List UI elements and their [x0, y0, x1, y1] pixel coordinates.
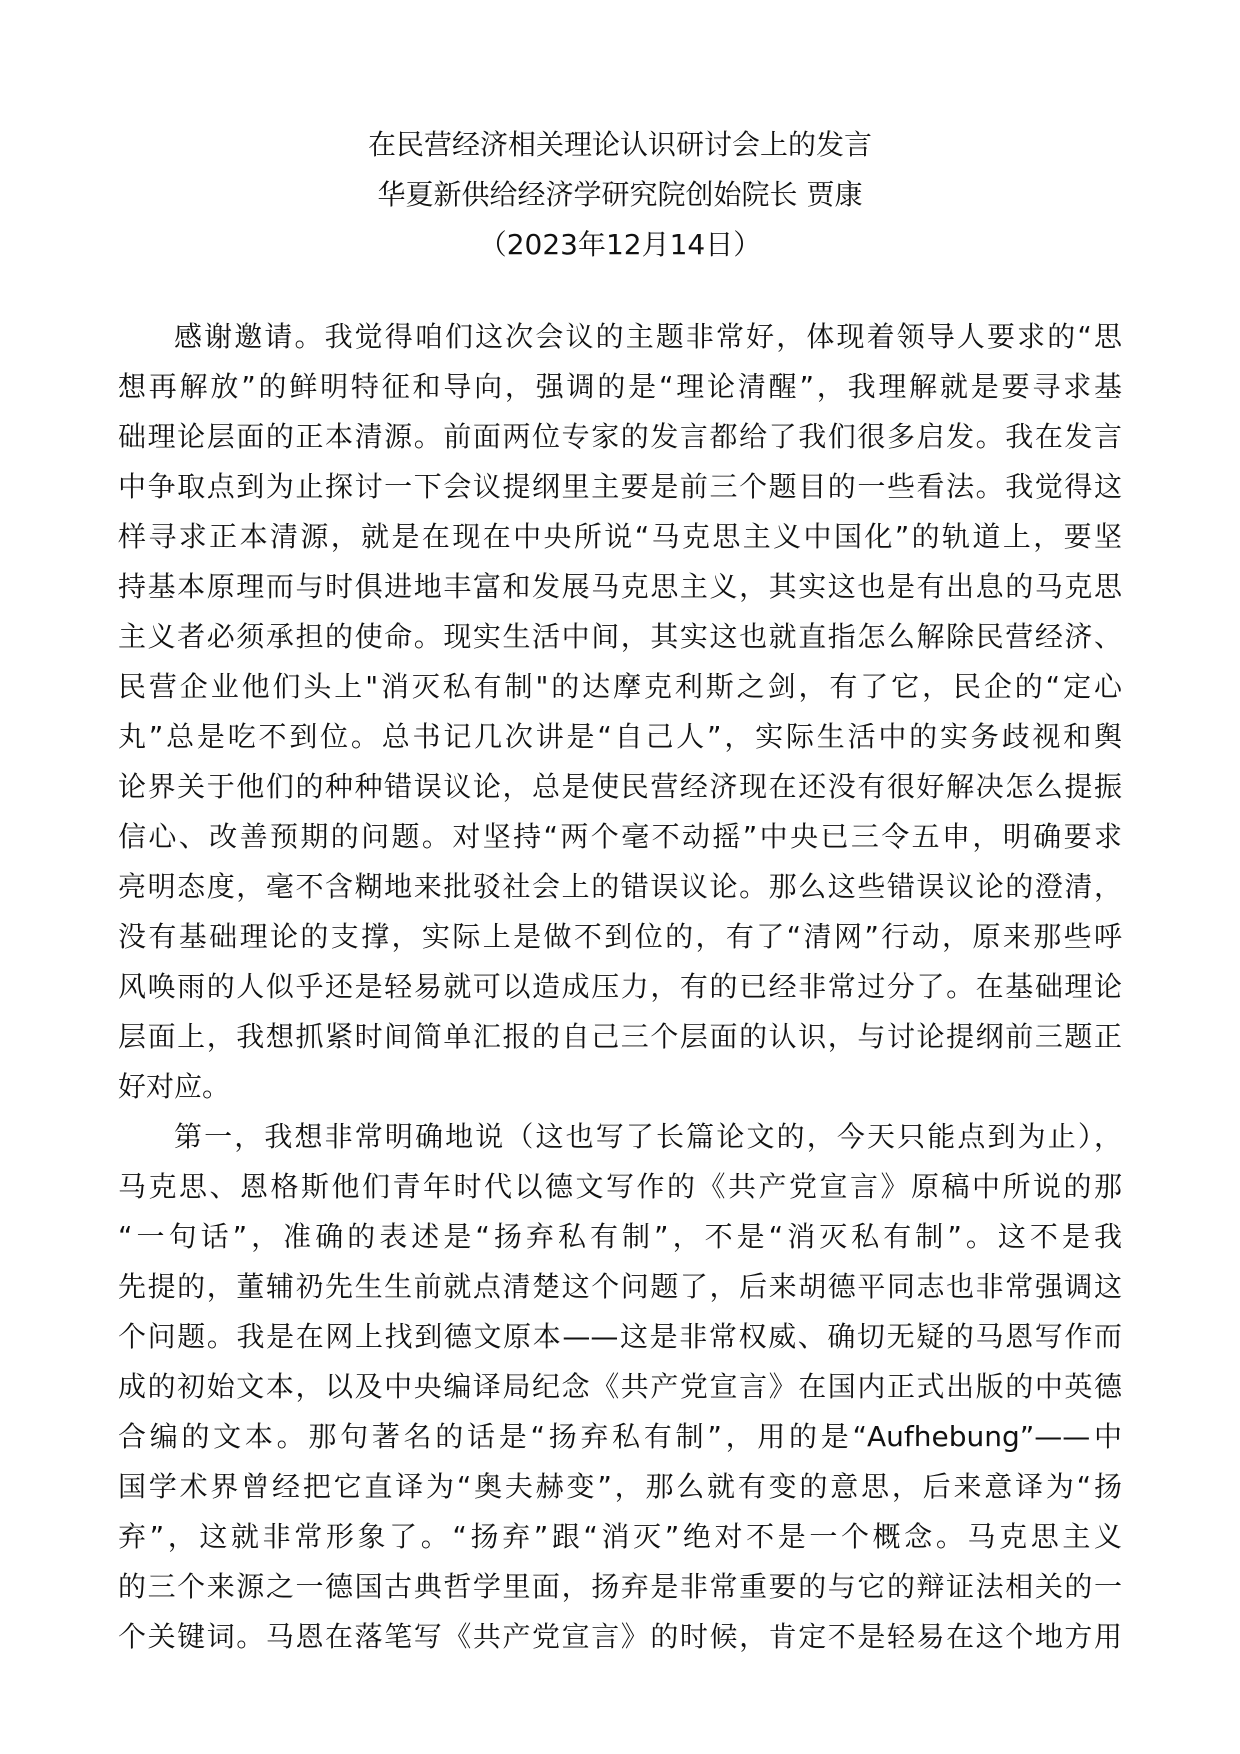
date-line: （2023年12月14日） — [478, 228, 762, 261]
paragraph-line: 弃”，这就非常形象了。“扬弃”跟“消灭”绝对不是一个概念。马克思主义 — [118, 1520, 1122, 1553]
paragraph-line: 风唤雨的人似乎还是轻易就可以造成压力，有的已经非常过分了。在基础理论 — [118, 970, 1122, 1003]
paragraph-line: 持基本原理而与时俱进地丰富和发展马克思主义，其实这也是有出息的马克思 — [118, 570, 1122, 603]
paragraph-line: 论界关于他们的种种错误议论，总是使民营经济现在还没有很好解决怎么提振 — [118, 770, 1122, 803]
paragraph — [118, 312, 1122, 1112]
paragraph-line: “一句话”，准确的表述是“扬弃私有制”，不是“消灭私有制”。这不是我 — [118, 1220, 1122, 1253]
speaker-line: 华夏新供给经济学研究院创始院长 贾康 — [377, 178, 863, 211]
paragraph-line: 个问题。我是在网上找到德文原本——这是非常权威、确切无疑的马恩写作而 — [118, 1320, 1122, 1353]
paragraph-line: 想再解放”的鲜明特征和导向，强调的是“理论清醒”，我理解就是要寻求基 — [118, 370, 1122, 403]
paragraph-line: 丸”总是吃不到位。总书记几次讲是“自己人”，实际生活中的实务歧视和舆 — [118, 720, 1122, 753]
document-title: 在民营经济相关理论认识研讨会上的发言 — [367, 128, 872, 161]
paragraph-line: 民营企业他们头上"消灭私有制"的达摩克利斯之剑，有了它，民企的“定心 — [118, 670, 1122, 703]
paragraph-line: 成的初始文本，以及中央编译局纪念《共产党宣言》在国内正式出版的中英德 — [118, 1370, 1122, 1403]
paragraph-line: 马克思、恩格斯他们青年时代以德文写作的《共产党宣言》原稿中所说的那 — [118, 1170, 1122, 1203]
document-body — [118, 312, 1122, 1662]
paragraph-line: 第一，我想非常明确地说（这也写了长篇论文的，今天只能点到为止）， — [174, 1120, 1122, 1153]
paragraph-line: 国学术界曾经把它直译为“奥夫赫变”，那么就有变的意思，后来意译为“扬 — [118, 1470, 1122, 1503]
paragraph-line: 先提的，董辅礽先生生前就点清楚这个问题了，后来胡德平同志也非常强调这 — [118, 1270, 1122, 1303]
paragraph-line: 主义者必须承担的使命。现实生活中间，其实这也就直指怎么解除民营经济、 — [118, 620, 1122, 653]
paragraph-line: 层面上，我想抓紧时间简单汇报的自己三个层面的认识，与讨论提纲前三题正 — [118, 1020, 1122, 1053]
paragraph-line: 的三个来源之一德国古典哲学里面，扬弃是非常重要的与它的辩证法相关的一 — [118, 1570, 1122, 1603]
paragraph-line: 个关键词。马恩在落笔写《共产党宣言》的时候，肯定不是轻易在这个地方用 — [118, 1620, 1122, 1653]
paragraph-line: 合编的文本。那句著名的话是“扬弃私有制”，用的是“Aufhebung”——中 — [118, 1420, 1122, 1453]
paragraph-line: 好对应。 — [118, 1070, 231, 1103]
paragraph-line: 感谢邀请。我觉得咱们这次会议的主题非常好，体现着领导人要求的“思 — [174, 320, 1122, 353]
paragraph-line: 没有基础理论的支撑，实际上是做不到位的，有了“清网”行动，原来那些呼 — [118, 920, 1122, 953]
paragraph-line: 样寻求正本清源，就是在现在中央所说“马克思主义中国化”的轨道上，要坚 — [118, 520, 1122, 553]
paragraph-line: 中争取点到为止探讨一下会议提纲里主要是前三个题目的一些看法。我觉得这 — [118, 470, 1122, 503]
document-header — [0, 120, 1240, 270]
paragraph — [118, 1112, 1122, 1662]
paragraph-line: 亮明态度，毫不含糊地来批驳社会上的错误议论。那么这些错误议论的澄清， — [118, 870, 1122, 903]
paragraph-line: 础理论层面的正本清源。前面两位专家的发言都给了我们很多启发。我在发言 — [118, 420, 1122, 453]
paragraph-line: 信心、改善预期的问题。对坚持“两个毫不动摇”中央已三令五申，明确要求 — [118, 820, 1122, 853]
